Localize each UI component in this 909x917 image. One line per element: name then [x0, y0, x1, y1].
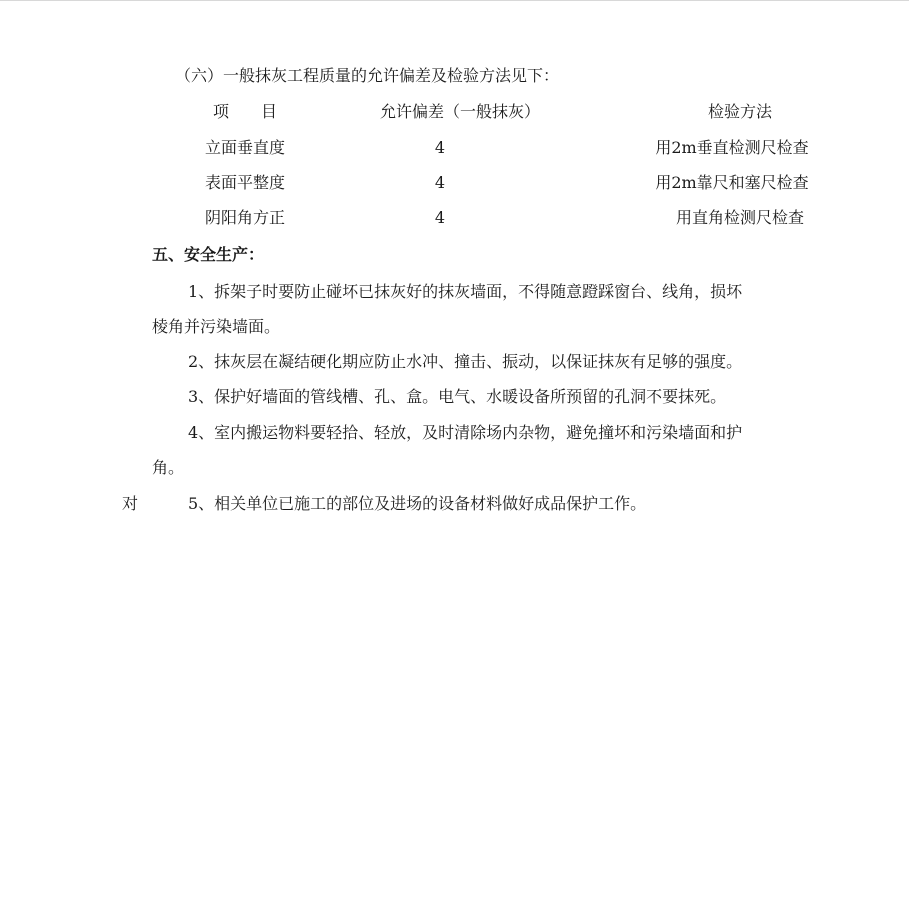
- table-row-3-tolerance: 4: [434, 208, 446, 227]
- table-row-2-tolerance: 4: [434, 173, 446, 192]
- table-row-1-method: 用2m垂直检测尺检查: [655, 138, 809, 157]
- safety-item-2: 2、抹灰层在凝结硬化期应防止水冲、撞击、振动，以保证抹灰有足够的强度。: [188, 352, 743, 371]
- table-row-1-item: 立面垂直度: [204, 138, 285, 157]
- table-row-2-item: 表面平整度: [204, 173, 285, 192]
- safety-item-4-line-1: 4、室内搬运物料要轻拾、轻放，及时清除场内杂物，避免撞坏和污染墙面和护: [188, 423, 743, 442]
- safety-item-5-prefix: 对: [122, 494, 139, 513]
- safety-item-1-line-2: 棱角并污染墙面。: [152, 317, 281, 336]
- table-header-method: 检验方法: [707, 102, 772, 121]
- section-five-title: 五、安全生产：: [152, 245, 265, 264]
- table-row-2-method: 用2m靠尺和塞尺检查: [655, 173, 809, 192]
- safety-item-5: 5、相关单位已施工的部位及进场的设备材料做好成品保护工作。: [188, 494, 647, 513]
- table-row-3-method: 用直角检测尺检查: [675, 208, 804, 227]
- section-six-title: （六）一般抹灰工程质量的允许偏差及检验方法见下：: [175, 66, 560, 85]
- safety-item-3: 3、保护好墙面的管线槽、孔、盒。电气、水暖设备所预留的孔洞不要抹死。: [188, 387, 727, 406]
- page-top-border: [0, 0, 909, 1]
- safety-item-1-line-1: 1、拆架子时要防止碰坏已抹灰好的抹灰墙面，不得随意蹬踩窗台、线角，损坏: [188, 282, 743, 301]
- table-header-item: 项 目: [212, 102, 277, 121]
- table-header-tolerance: 允许偏差（一般抹灰）: [380, 102, 541, 121]
- table-row-3-item: 阴阳角方正: [204, 208, 285, 227]
- table-row-1-tolerance: 4: [434, 138, 446, 157]
- safety-item-4-line-2: 角。: [152, 458, 185, 477]
